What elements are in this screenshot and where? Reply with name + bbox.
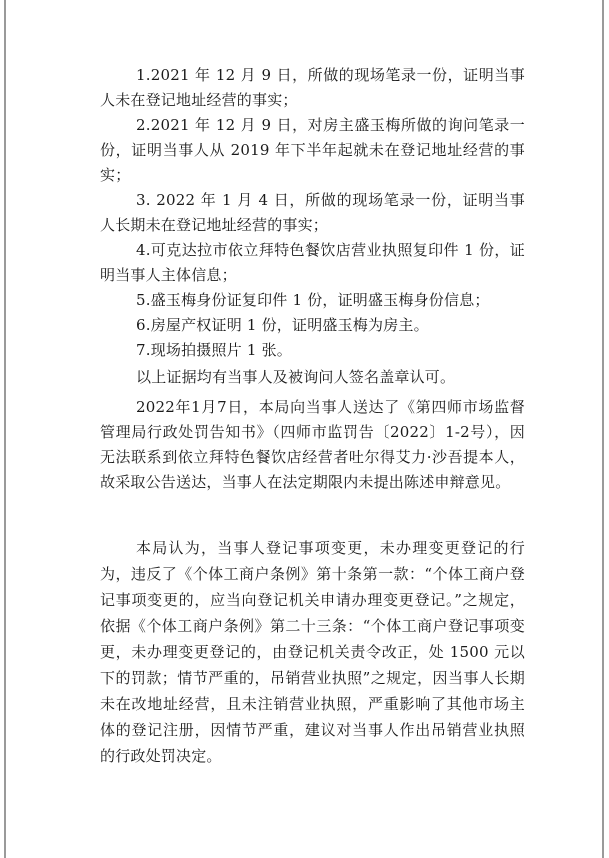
page-edge-left: [4, 0, 6, 858]
evidence-item-4: 4.可克达拉市依立拜特色餐饮店营业执照复印件 1 份，证明当事人主体信息；: [100, 241, 525, 284]
evidence-item-5: 5.盛玉梅身份证复印件 1 份，证明盛玉梅身份信息；: [136, 291, 490, 309]
evidence-item-3: 3. 2022 年 1 月 4 日，所做的现场笔录一份，证明当事人长期未在登记地址经营的事实；: [100, 191, 525, 234]
evidence-item-7: 7.现场拍摄照片 1 张。: [136, 341, 292, 359]
evidence-item-6: 6.房屋产权证明 1 份，证明盛玉梅为房主。: [136, 316, 429, 334]
evidence-item-1: 1.2021 年 12 月 9 日，所做的现场笔录一份，证明当事人未在登记地址经营的事实；: [100, 66, 525, 109]
evidence-confirmation: 以上证据均有当事人及被询问人签名盖章认可。: [136, 368, 456, 386]
decision-paragraph: 本局认为，当事人登记事项变更，未办理变更登记的行为，违反了《个体工商户条例》第十条第一款：“个体工商户登记事项变更的，应当向登记机关申请办理变更登记。”之规定，依据《个体工商户条例》第二十三条：“个体工商户登记事项变更，未办理变更登记的，由登记机关责令改正，处 1500 元以下的罚款；情节严重的，吊销营业执照”之规定，因当事人长期未在改地址经营，且未注销营业执照，严重影响了其他市场主体的登记注册，因情节严重，建议对当事人作出吊销营业执照的行政处罚决定。: [100, 539, 525, 765]
page-edge-right: [602, 0, 604, 858]
document-page: [4, 0, 604, 858]
notice-delivery-paragraph: 2022年1月7日，本局向当事人送达了《第四师市场监督管理局行政处罚告知书》（四师市监罚告〔2022〕1-2号），因无法联系到依立拜特色餐饮店经营者吐尔得艾力·沙吾提本人，故采取公告送达，当事人在法定期限内未提出陈述申辩意见。: [100, 398, 525, 491]
evidence-item-2: 2.2021 年 12 月 9 日，对房主盛玉梅所做的询问笔录一份，证明当事人从 2019 年下半年起就未在登记地址经营的事实；: [100, 116, 525, 184]
